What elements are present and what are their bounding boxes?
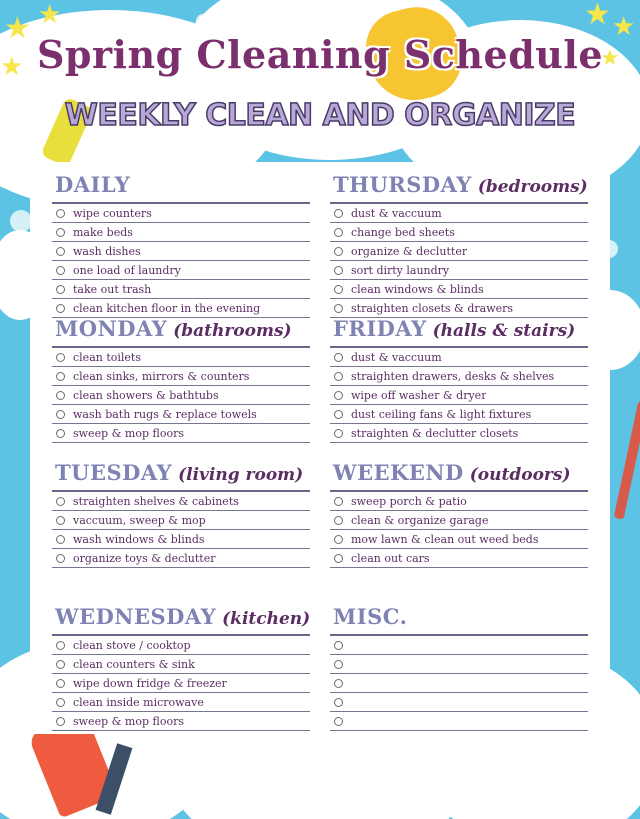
task-label: straighten shelves & cabinets — [73, 494, 239, 508]
task-row — [52, 549, 310, 568]
task-label: dust & vaccuum — [351, 206, 442, 220]
task-row — [330, 348, 588, 367]
checkbox-circle-icon[interactable] — [56, 717, 65, 726]
bubble-shape — [196, 14, 210, 28]
task-row — [330, 424, 588, 443]
checkbox-circle-icon[interactable] — [334, 353, 343, 362]
task-row — [52, 636, 310, 655]
task-label: make beds — [73, 225, 133, 239]
task-label: dust & vaccuum — [351, 350, 442, 364]
task-row — [52, 511, 310, 530]
task-row — [52, 530, 310, 549]
section-heading — [52, 172, 310, 204]
section-heading — [330, 316, 588, 348]
task-label: one load of laundry — [73, 263, 181, 277]
task-label: clean inside microwave — [73, 695, 204, 709]
star-icon: ★ — [612, 12, 636, 42]
task-row — [330, 386, 588, 405]
checkbox-circle-icon[interactable] — [334, 247, 343, 256]
star-icon: ★ — [4, 11, 31, 46]
task-row — [52, 674, 310, 693]
section-heading — [330, 460, 588, 492]
schedule-section — [52, 460, 310, 604]
section-heading — [52, 604, 310, 636]
task-label: change bed sheets — [351, 225, 455, 239]
task-row — [330, 492, 588, 511]
checkbox-circle-icon[interactable] — [56, 353, 65, 362]
section-heading — [330, 604, 588, 636]
checkbox-circle-icon[interactable] — [334, 429, 343, 438]
day-label: MONDAY — [55, 316, 168, 341]
task-row — [330, 242, 588, 261]
checkbox-circle-icon[interactable] — [56, 391, 65, 400]
task-label: clean sinks, mirrors & counters — [73, 369, 250, 383]
room-label: (bedrooms) — [477, 177, 588, 197]
checkbox-circle-icon[interactable] — [334, 554, 343, 563]
task-label: organize toys & declutter — [73, 551, 216, 565]
task-label: wash windows & blinds — [73, 532, 205, 546]
task-row — [330, 405, 588, 424]
schedule-section — [52, 604, 310, 748]
task-row — [52, 405, 310, 424]
checkbox-circle-icon[interactable] — [56, 285, 65, 294]
schedule-sheet — [30, 162, 610, 734]
task-label: clean stove / cooktop — [73, 638, 191, 652]
day-label: THURSDAY — [333, 172, 472, 197]
task-label: dust ceiling fans & light fixtures — [351, 407, 532, 421]
schedule-section — [330, 460, 588, 604]
schedule-section — [330, 604, 588, 748]
task-label: clean toilets — [73, 350, 141, 364]
task-row — [52, 693, 310, 712]
task-label: take out trash — [73, 282, 152, 296]
checkbox-circle-icon[interactable] — [334, 209, 343, 218]
task-row — [330, 655, 588, 674]
task-row — [330, 204, 588, 223]
task-row — [52, 261, 310, 280]
task-row — [52, 367, 310, 386]
day-label: WEDNESDAY — [55, 604, 217, 629]
checkbox-circle-icon[interactable] — [56, 554, 65, 563]
task-label: sweep & mop floors — [73, 714, 184, 728]
task-row — [52, 204, 310, 223]
checkbox-circle-icon[interactable] — [334, 228, 343, 237]
schedule-section — [330, 316, 588, 460]
task-label: organize & declutter — [351, 244, 468, 258]
bubble-shape — [10, 210, 32, 232]
checkbox-circle-icon[interactable] — [334, 535, 343, 544]
task-label: mow lawn & clean out weed beds — [351, 532, 539, 546]
task-label: wipe counters — [73, 206, 152, 220]
task-row — [52, 386, 310, 405]
task-label: sort dirty laundry — [351, 263, 450, 277]
checkbox-circle-icon[interactable] — [56, 209, 65, 218]
task-label: clean out cars — [351, 551, 430, 565]
schedule-section — [52, 172, 310, 316]
checkbox-circle-icon[interactable] — [56, 497, 65, 506]
star-icon: ★ — [0, 52, 24, 82]
task-row — [52, 655, 310, 674]
task-row — [330, 511, 588, 530]
task-row — [52, 348, 310, 367]
page-subtitle: WEEKLY CLEAN AND ORGANIZE — [64, 98, 576, 133]
checkbox-circle-icon[interactable] — [334, 304, 343, 313]
task-row — [330, 530, 588, 549]
checkbox-circle-icon[interactable] — [56, 679, 65, 688]
task-row — [330, 636, 588, 655]
task-row — [52, 424, 310, 443]
task-label: straighten & declutter closets — [351, 426, 519, 440]
checkbox-circle-icon[interactable] — [56, 266, 65, 275]
star-icon: ★ — [600, 46, 620, 71]
section-heading — [330, 172, 588, 204]
checkbox-circle-icon[interactable] — [334, 372, 343, 381]
checkbox-circle-icon[interactable] — [56, 304, 65, 313]
star-icon: ★ — [584, 0, 611, 32]
checkbox-circle-icon[interactable] — [334, 516, 343, 525]
left-column — [52, 172, 310, 748]
task-row — [330, 712, 588, 731]
task-label: straighten closets & drawers — [351, 301, 514, 315]
day-label: FRIDAY — [333, 316, 427, 341]
checkbox-circle-icon[interactable] — [56, 660, 65, 669]
checkbox-circle-icon[interactable] — [56, 429, 65, 438]
task-label: wash bath rugs & replace towels — [73, 407, 257, 421]
checkbox-circle-icon[interactable] — [56, 641, 65, 650]
task-label: straighten drawers, desks & shelves — [351, 369, 555, 383]
checkbox-circle-icon[interactable] — [334, 698, 343, 707]
checkbox-circle-icon[interactable] — [334, 641, 343, 650]
room-label: (kitchen) — [222, 609, 311, 629]
task-row — [330, 223, 588, 242]
room-label: (living room) — [178, 465, 304, 485]
section-heading — [52, 316, 310, 348]
task-label: sweep porch & patio — [351, 494, 467, 508]
task-row — [330, 261, 588, 280]
checkbox-circle-icon[interactable] — [334, 497, 343, 506]
task-label: clean showers & bathtubs — [73, 388, 219, 402]
checkbox-circle-icon[interactable] — [334, 266, 343, 275]
checkbox-circle-icon[interactable] — [334, 285, 343, 294]
task-row — [52, 242, 310, 261]
checkbox-circle-icon[interactable] — [56, 698, 65, 707]
task-row — [330, 674, 588, 693]
right-column — [330, 172, 588, 748]
section-heading — [52, 460, 310, 492]
task-row — [330, 549, 588, 568]
task-row — [52, 712, 310, 731]
schedule-section — [52, 316, 310, 460]
checkbox-circle-icon[interactable] — [334, 679, 343, 688]
task-row — [52, 492, 310, 511]
day-label: TUESDAY — [55, 460, 173, 485]
room-label: (halls & stairs) — [432, 321, 576, 341]
task-row — [52, 280, 310, 299]
checkbox-circle-icon[interactable] — [56, 228, 65, 237]
task-label: wipe off washer & dryer — [351, 388, 487, 402]
task-row — [330, 367, 588, 386]
page-title: Spring Cleaning Schedule — [36, 32, 604, 77]
day-label: WEEKEND — [333, 460, 464, 485]
room-label: (bathrooms) — [173, 321, 292, 341]
checkbox-circle-icon[interactable] — [56, 372, 65, 381]
task-label: clean kitchen floor in the evening — [73, 301, 261, 315]
task-row — [330, 280, 588, 299]
task-label: wipe down fridge & freezer — [73, 676, 227, 690]
checkbox-circle-icon[interactable] — [56, 516, 65, 525]
checkbox-circle-icon[interactable] — [56, 535, 65, 544]
schedule-section — [330, 172, 588, 316]
mop-handle-icon — [614, 400, 640, 519]
task-label: sweep & mop floors — [73, 426, 184, 440]
task-row — [330, 693, 588, 712]
task-label: clean & organize garage — [351, 513, 489, 527]
day-label: DAILY — [55, 172, 131, 197]
day-label: MISC. — [333, 604, 408, 629]
checkbox-circle-icon[interactable] — [334, 717, 343, 726]
checkbox-circle-icon[interactable] — [334, 391, 343, 400]
checkbox-circle-icon[interactable] — [56, 410, 65, 419]
checkbox-circle-icon[interactable] — [334, 410, 343, 419]
room-label: (outdoors) — [469, 465, 571, 485]
star-icon: ★ — [38, 0, 62, 30]
task-label: clean windows & blinds — [351, 282, 484, 296]
task-label: vaccuum, sweep & mop — [73, 513, 206, 527]
task-label: wash dishes — [73, 244, 141, 258]
checkbox-circle-icon[interactable] — [334, 660, 343, 669]
task-row — [52, 223, 310, 242]
checkbox-circle-icon[interactable] — [56, 247, 65, 256]
task-label: clean counters & sink — [73, 657, 195, 671]
